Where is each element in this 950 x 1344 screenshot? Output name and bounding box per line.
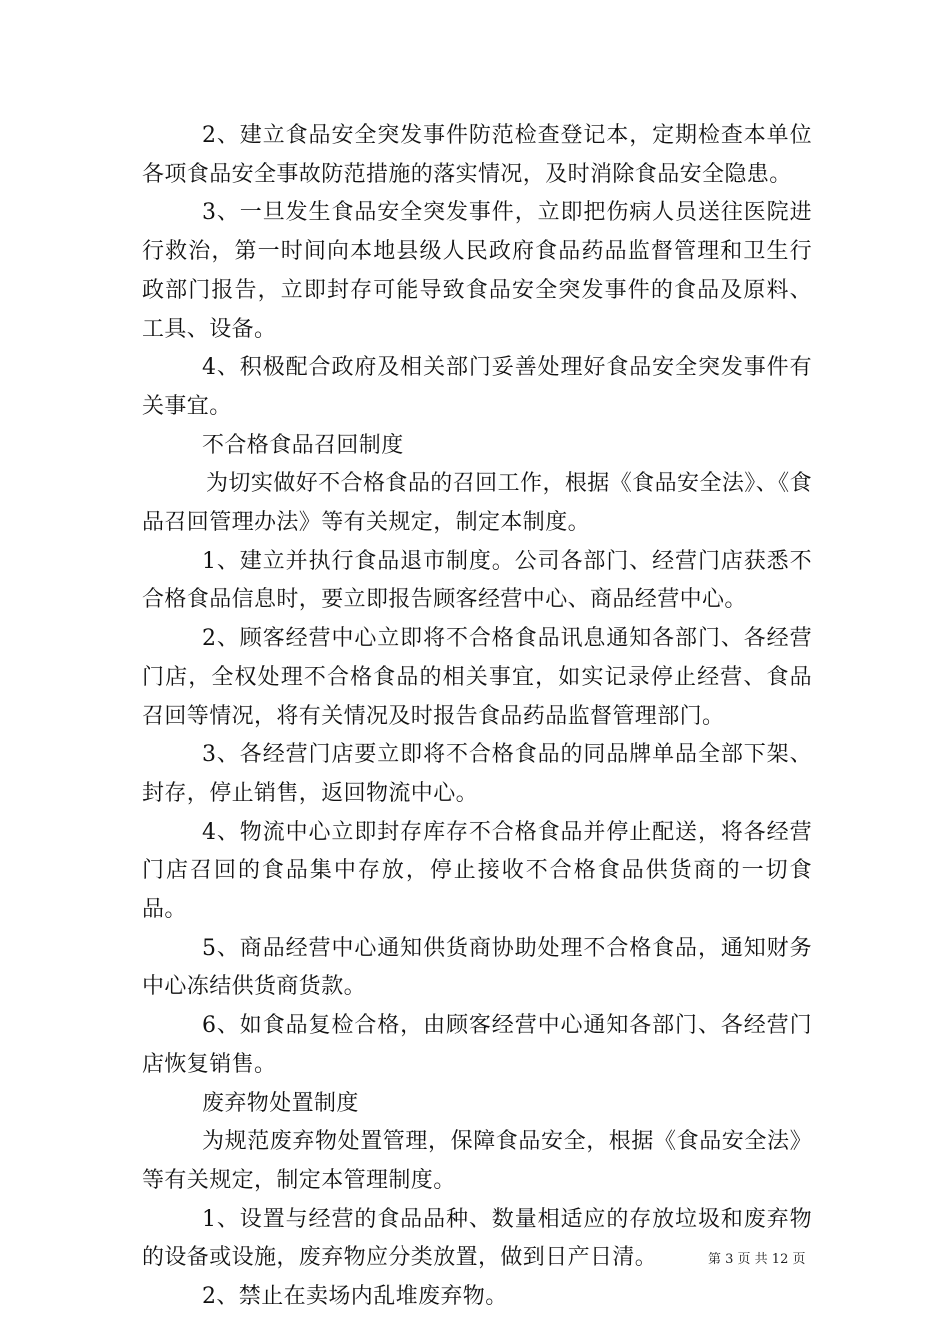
paragraph-emergency-inspection: 2、建立食品安全突发事件防范检查登记本，定期检查本单位各项食品安全事故防范措施的落实情况，及时消除食品安全隐患。 [142,123,812,187]
paragraph-recall-item-3: 3、各经营门店要立即将不合格食品的同品牌单品全部下架、封存，停止销售，返回物流中心。 [142,742,812,806]
paragraph-recall-item-6: 6、如食品复检合格，由顾客经营中心通知各部门、各经营门店恢复销售。 [142,1013,812,1077]
document-body [142,117,812,1317]
paragraph-cooperate-authorities: 4、积极配合政府及相关部门妥善处理好食品安全突发事件有关事宜。 [142,355,812,419]
paragraph-recall-item-5: 5、商品经营中心通知供货商协助处理不合格食品，通知财务中心冻结供货商货款。 [142,935,812,1000]
paragraph-recall-intro: 为切实做好不合格食品的召回工作，根据《食品安全法》、《食品召回管理办法》等有关规定，制定本制度。 [142,471,812,536]
paragraph-recall-item-4: 4、物流中心立即封存库存不合格食品并停止配送，将各经营门店召回的食品集中存放，停止接收不合格食品供货商的一切食品。 [142,819,812,923]
page-number-footer: 第 3 页 共 12 页 [708,1252,806,1267]
heading-waste-policy: 废弃物处置制度 [202,1090,359,1116]
paragraph-waste-item-2: 2、禁止在卖场内乱堆废弃物。 [202,1284,508,1310]
paragraph-recall-item-1: 1、建立并执行食品退市制度。公司各部门、经营门店获悉不合格食品信息时，要立即报告顾客经营中心、商品经营中心。 [142,548,812,613]
heading-recall-policy: 不合格食品召回制度 [202,432,404,458]
paragraph-waste-item-1: 1、设置与经营的食品品种、数量相适应的存放垃圾和废弃物的设备或设施，废弃物应分类放置，做到日产日清。 [142,1206,812,1271]
paragraph-recall-item-2: 2、顾客经营中心立即将不合格食品讯息通知各部门、各经营门店，全权处理不合格食品的相关事宜，如实记录停止经营、食品召回等情况，将有关情况及时报告食品药品监督管理部门。 [142,626,812,729]
paragraph-emergency-response: 3、一旦发生食品安全突发事件，立即把伤病人员送往医院进行救治，第一时间向本地县级人民政府食品药品监督管理和卫生行政部门报告，立即封存可能导致食品安全突发事件的食品及原料、工具、设备。 [142,200,812,342]
paragraph-waste-intro: 为规范废弃物处置管理，保障食品安全，根据《食品安全法》等有关规定，制定本管理制度。 [142,1129,812,1193]
